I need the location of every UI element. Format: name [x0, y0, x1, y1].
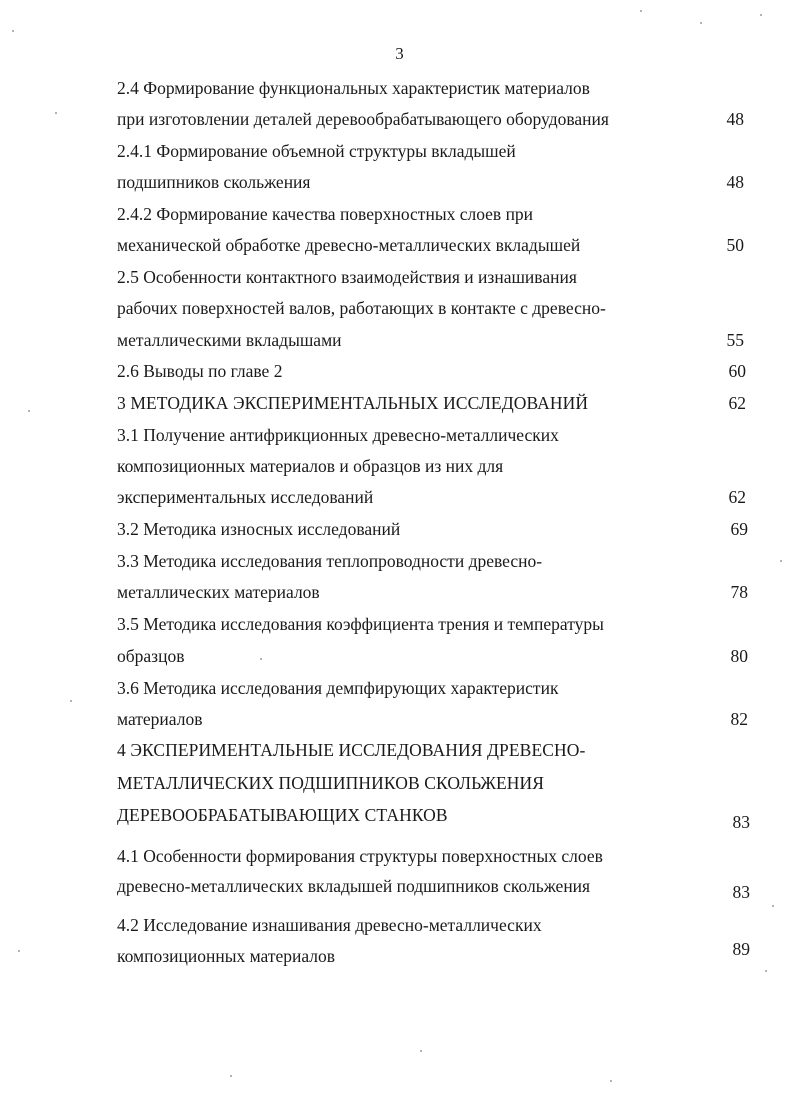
toc-entry-4-2-line-1: 4.2 Исследование изнашивания древесно-металлических: [117, 915, 542, 935]
toc-entry-3-5-line-1: 3.5 Методика исследования коэффициента трения и температуры: [117, 614, 604, 634]
toc-entry-4-2-page: 89: [732, 939, 750, 959]
scan-speck: [18, 950, 20, 952]
toc-entry-4-line-3: ДЕРЕВООБРАБАТЫВАЮЩИХ СТАНКОВ: [117, 805, 448, 825]
toc-entry-3-6-page: 82: [730, 709, 748, 729]
toc-entry-2-4-1-page: 48: [726, 172, 744, 192]
page-number: 3: [395, 44, 404, 63]
toc-entry-2-4-line-2: при изготовлении деталей деревообрабатывающего оборудования: [117, 109, 609, 129]
toc-entry-4-line-1: 4 ЭКСПЕРИМЕНТАЛЬНЫЕ ИССЛЕДОВАНИЯ ДРЕВЕСНО-: [117, 740, 586, 760]
toc-entry-4-2-line-2: композиционных материалов: [117, 946, 336, 966]
toc-entry-3-3-page: 78: [730, 582, 748, 602]
toc-entry-3-6-line-2: материалов: [117, 709, 203, 729]
toc-entry-3-6-line-1: 3.6 Методика исследования демпфирующих характеристик: [117, 678, 559, 698]
scan-speck: [772, 905, 774, 907]
toc-entry-2-4-2-line-1: 2.4.2 Формирование качества поверхностных слоев при: [117, 204, 534, 224]
scan-speck: [765, 970, 767, 972]
scan-speck: [640, 10, 642, 12]
toc-entry-2-6-line-1: 2.6 Выводы по главе 2: [117, 361, 283, 381]
toc-entry-3-1-page: 62: [728, 487, 746, 507]
scan-speck: [230, 1075, 232, 1077]
toc-entry-3-1-line-3: экспериментальных исследований: [117, 487, 374, 507]
toc-entry-3-1-line-1: 3.1 Получение антифрикционных древесно-металлических: [117, 425, 559, 445]
toc-entry-4-1-line-2: древесно-металлических вкладышей подшипников скольжения: [117, 876, 591, 896]
toc-entry-2-4-page: 48: [726, 109, 744, 129]
scan-speck: [12, 30, 14, 32]
scan-speck: [610, 1080, 612, 1082]
toc-entry-3-5-page: 80: [730, 646, 748, 666]
scan-speck: [420, 1050, 422, 1052]
scan-speck: [700, 22, 702, 24]
toc-entry-2-4-1-line-2: подшипников скольжения: [117, 172, 311, 192]
toc-entry-2-4-1-line-1: 2.4.1 Формирование объемной структуры вкладышей: [117, 141, 516, 161]
toc-entry-4-1-line-1: 4.1 Особенности формирования структуры поверхностных слоев: [117, 846, 603, 866]
toc-entry-3-2-line-1: 3.2 Методика износных исследований: [117, 519, 401, 539]
toc-entry-3-1-line-2: композиционных материалов и образцов из них для: [117, 456, 504, 476]
toc-entry-3-line-1: 3 МЕТОДИКА ЭКСПЕРИМЕНТАЛЬНЫХ ИССЛЕДОВАНИЙ: [117, 393, 589, 413]
toc-entry-2-5-line-1: 2.5 Особенности контактного взаимодействия и изнашивания: [117, 267, 577, 287]
toc-entry-3-page: 62: [728, 393, 746, 413]
toc-entry-2-4-2-line-2: механической обработке древесно-металлических вкладышей: [117, 235, 581, 255]
toc-entry-3-2-page: 69: [730, 519, 748, 539]
scan-speck: [760, 14, 762, 16]
toc-entry-2-6-page: 60: [728, 361, 746, 381]
toc-entry-2-4-line-1: 2.4 Формирование функциональных характеристик материалов: [117, 78, 590, 98]
scan-speck: [70, 700, 72, 702]
toc-entry-4-page: 83: [732, 812, 750, 832]
toc-entry-4-1-page: 83: [732, 882, 750, 902]
scan-speck: [28, 410, 30, 412]
toc-entry-3-3-line-1: 3.3 Методика исследования теплопроводности древесно-: [117, 551, 543, 571]
toc-entry-2-5-line-3: металлическими вкладышами: [117, 330, 342, 350]
scan-speck: [780, 560, 782, 562]
toc-entry-3-3-line-2: металлических материалов: [117, 582, 320, 602]
toc-entry-2-4-2-page: 50: [726, 235, 744, 255]
toc-entry-2-5-line-2: рабочих поверхностей валов, работающих в контакте с древесно-: [117, 298, 606, 318]
scan-speck: [55, 112, 57, 114]
toc-entry-4-line-2: МЕТАЛЛИЧЕСКИХ ПОДШИПНИКОВ СКОЛЬЖЕНИЯ: [117, 773, 545, 793]
toc-entry-2-5-page: 55: [726, 330, 744, 350]
scan-speck: [260, 658, 262, 660]
toc-entry-3-5-line-2: образцов: [117, 646, 185, 666]
